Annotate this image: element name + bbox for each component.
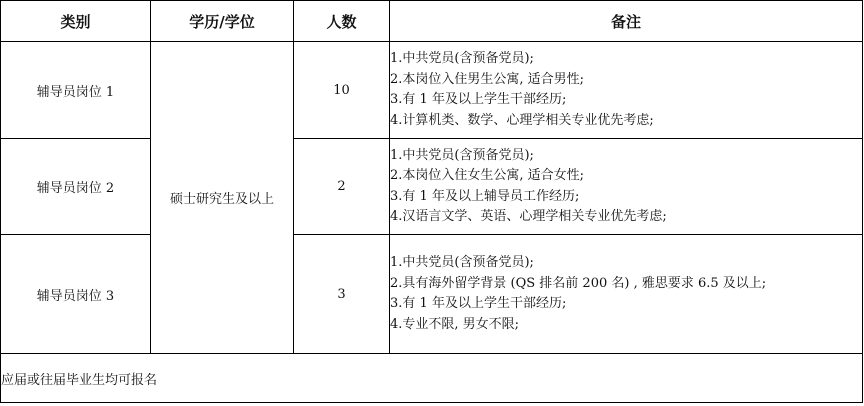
note-line: 4.计算机类、数学、心理学相关专业优先考虑; (390, 112, 654, 128)
table-row (1, 42, 863, 139)
position-count: 3 (294, 235, 390, 354)
header-category: 类别 (1, 1, 151, 42)
note-line: 3.有 1 年及以上学生干部经历; (390, 92, 567, 107)
footer-row (1, 354, 863, 403)
position-count: 2 (294, 139, 390, 235)
position-notes (390, 235, 863, 354)
header-row (1, 1, 863, 42)
position-notes (390, 139, 863, 235)
header-count: 人数 (294, 1, 390, 42)
position-name: 辅导员岗位 1 (1, 42, 151, 139)
header-notes: 备注 (390, 1, 863, 42)
footer-note: 应届或往届毕业生均可报名 (1, 354, 863, 403)
education-requirement: 硕士研究生及以上 (151, 42, 294, 354)
position-name: 辅导员岗位 2 (1, 139, 151, 235)
note-line: 2.本岗位入住男生公寓, 适合男性; (390, 71, 585, 87)
note-line: 1.中共党员(含预备党员); (390, 51, 534, 66)
position-count: 10 (294, 42, 390, 139)
position-notes (390, 42, 863, 139)
note-line: 2.本岗位入住女生公寓, 适合女性; (390, 168, 585, 183)
note-line: 4.汉语言文学、英语、心理学相关专业优先考虑; (390, 209, 667, 224)
note-line: 3.有 1 年及以上学生干部经历; (390, 296, 567, 311)
note-line: 4.专业不限, 男女不限; (390, 316, 520, 332)
position-name: 辅导员岗位 3 (1, 235, 151, 354)
note-line: 3.有 1 年及以上辅导员工作经历; (390, 188, 580, 204)
table-row (1, 139, 863, 235)
table-row (1, 235, 863, 354)
note-line: 1.中共党员(含预备党员); (390, 255, 534, 270)
note-line: 1.中共党员(含预备党员); (390, 147, 534, 163)
header-education: 学历/学位 (151, 1, 294, 42)
note-line: 2.具有海外留学背景 (QS 排名前 200 名) , 雅思要求 6.5 及以上; (390, 275, 767, 291)
